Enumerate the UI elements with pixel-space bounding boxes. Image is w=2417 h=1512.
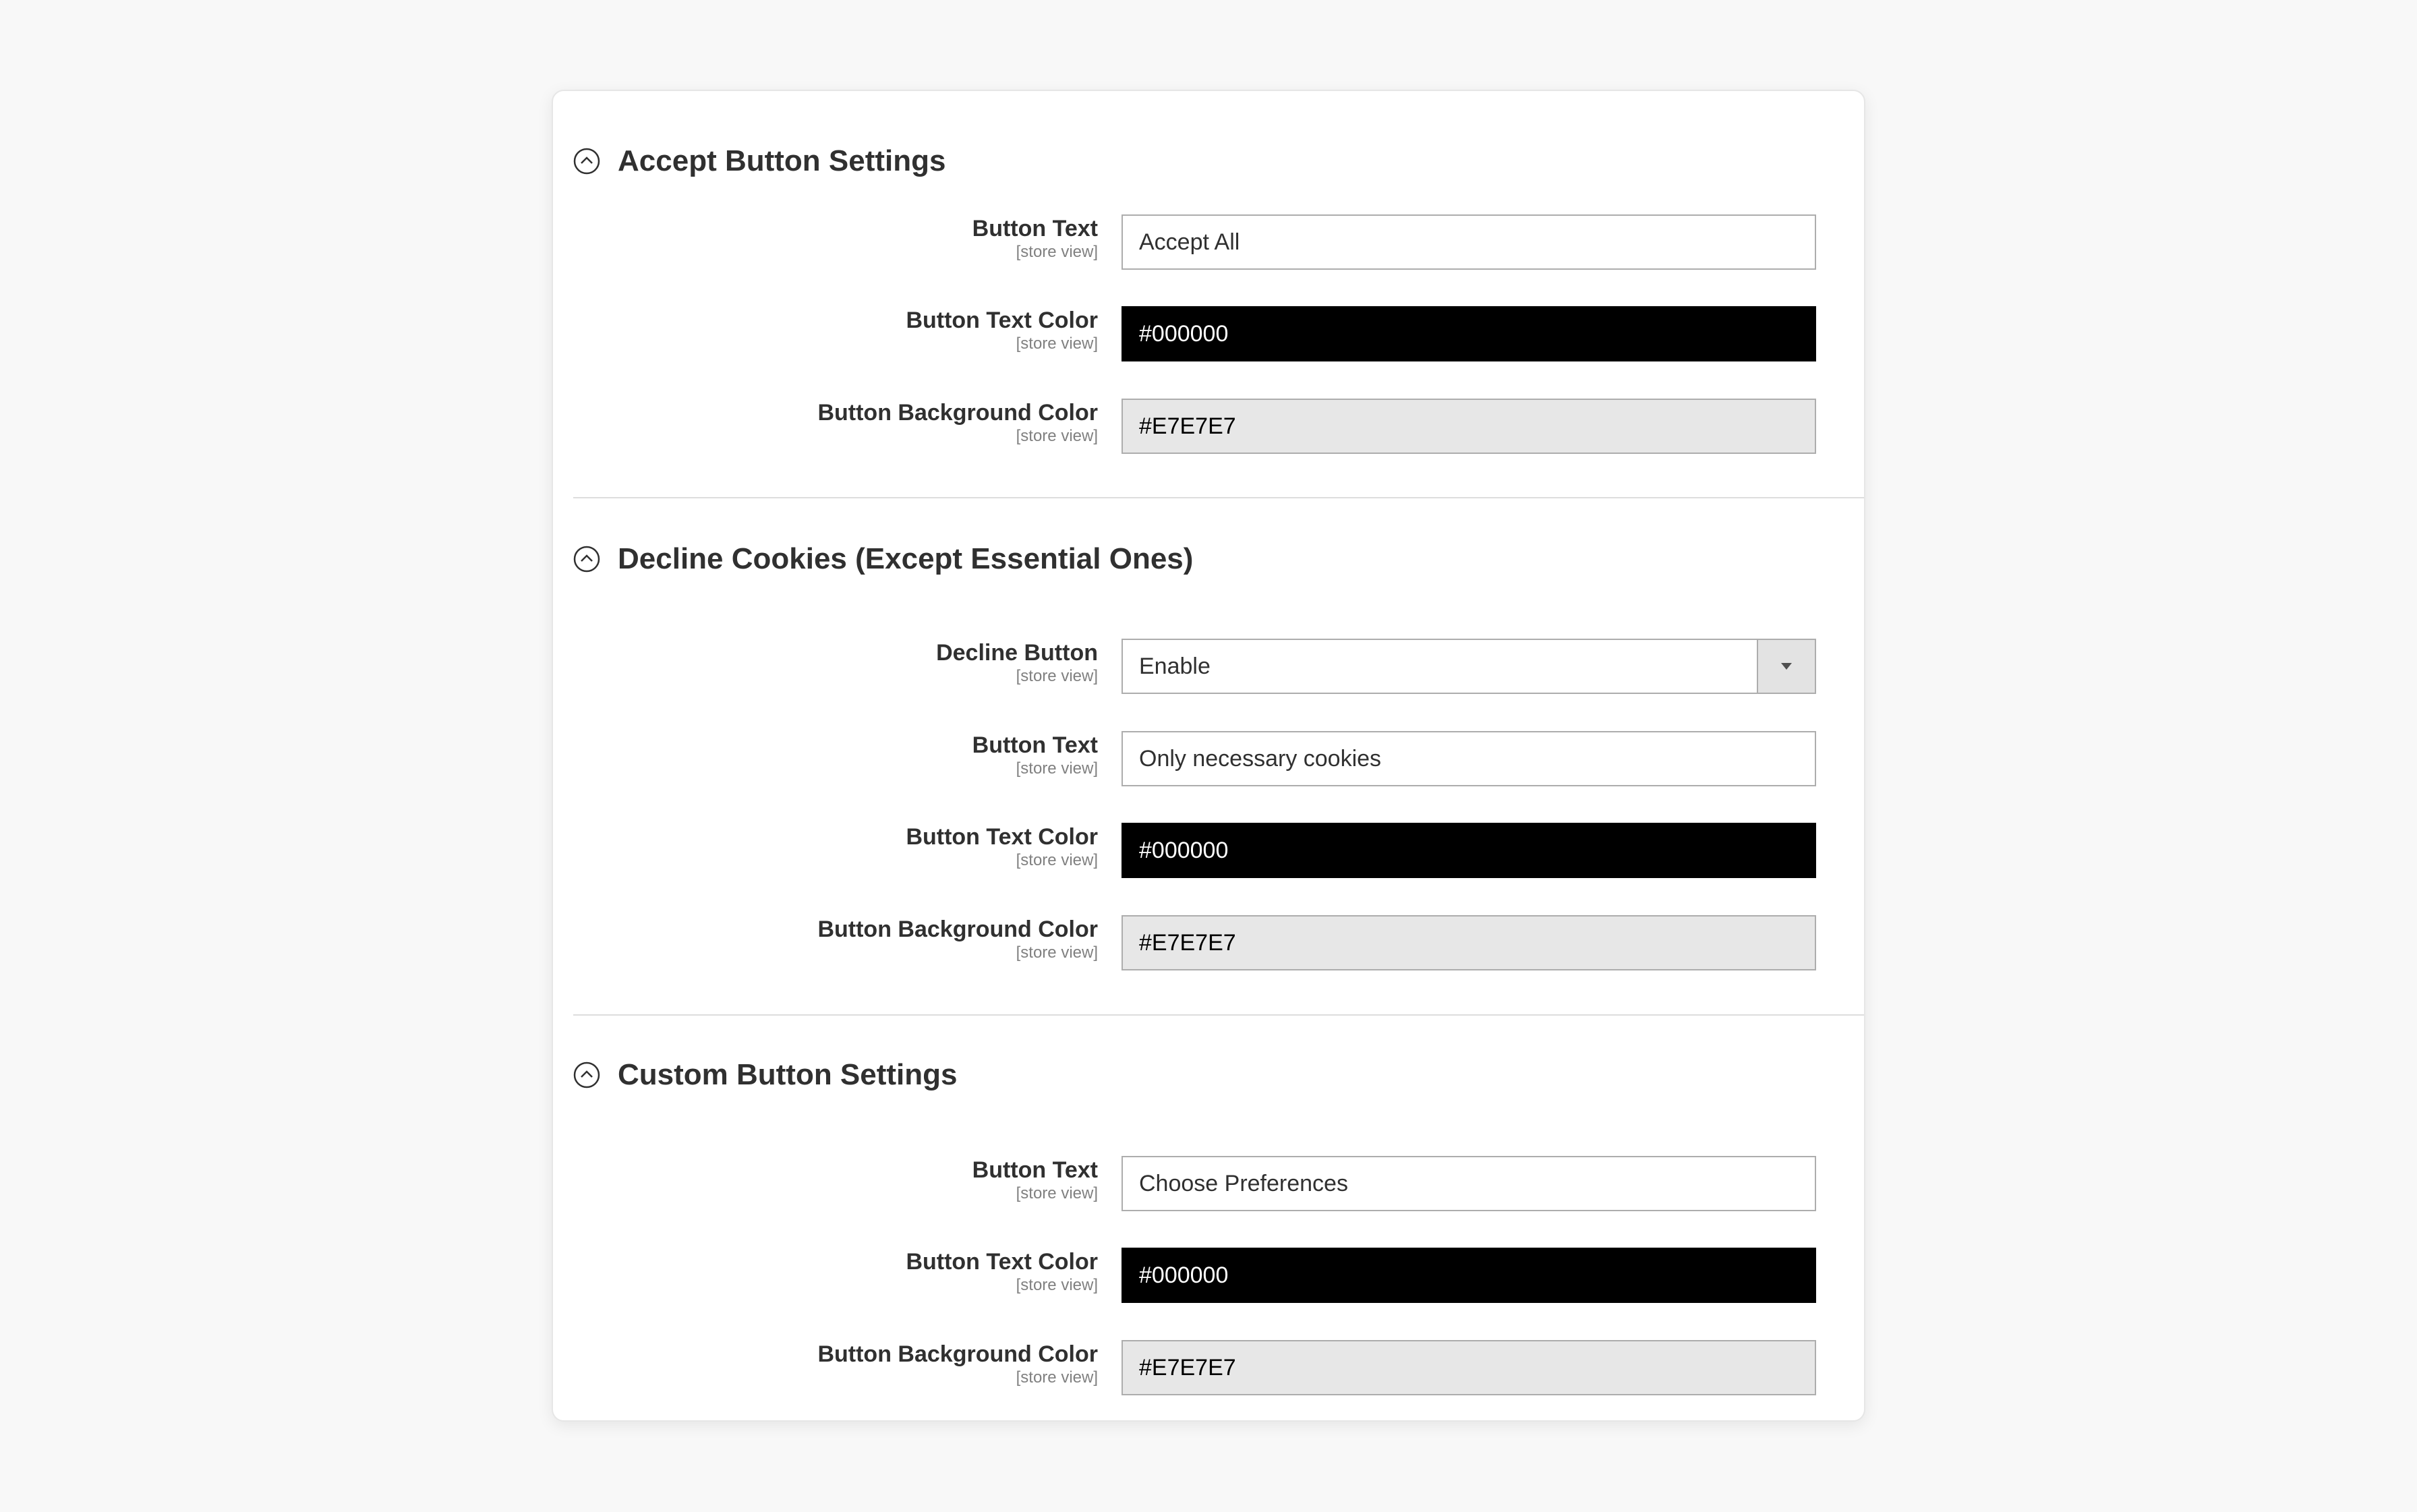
button-text-color-input[interactable]: #000000	[1122, 823, 1816, 878]
field-row-button-background-color	[553, 915, 1864, 970]
config-panel	[552, 90, 1865, 1422]
field-label: Button Text Color	[906, 1249, 1098, 1275]
button-text-input[interactable]: Choose Preferences	[1122, 1156, 1816, 1211]
select-value: Enable	[1139, 653, 1211, 679]
scope-label: [store view]	[1016, 667, 1098, 685]
triangle-down-icon	[1780, 662, 1793, 671]
scope-label: [store view]	[1016, 335, 1098, 353]
field-label-group	[626, 399, 1098, 446]
field-row-button-background-color	[553, 1340, 1864, 1395]
field-row-button-text	[553, 214, 1864, 270]
scope-label: [store view]	[1016, 427, 1098, 445]
field-label: Button Text	[972, 732, 1098, 758]
field-row-button-background-color	[553, 399, 1864, 454]
field-label-group	[626, 731, 1098, 778]
scope-label: [store view]	[1016, 243, 1098, 261]
field-label-group	[626, 823, 1098, 870]
field-row-button-text-color	[553, 306, 1864, 361]
button-text-input[interactable]: Accept All	[1122, 214, 1816, 270]
button-background-color-input[interactable]: #E7E7E7	[1122, 915, 1816, 970]
button-text-color-input[interactable]: #000000	[1122, 1248, 1816, 1303]
field-row-button-text-color	[553, 823, 1864, 878]
field-row-button-text	[553, 1156, 1864, 1211]
field-label: Button Text Color	[906, 308, 1098, 333]
chevron-up-circle-icon	[573, 546, 600, 573]
field-label: Button Text Color	[906, 824, 1098, 850]
chevron-up-circle-icon	[573, 148, 600, 175]
field-label-group	[626, 306, 1098, 353]
scope-label: [store view]	[1016, 1276, 1098, 1294]
button-text-input[interactable]: Only necessary cookies	[1122, 731, 1816, 786]
section-header-accept-button[interactable]	[573, 134, 945, 188]
chevron-up-circle-icon	[573, 1062, 600, 1088]
field-row-button-text	[553, 731, 1864, 786]
field-label-group	[626, 639, 1098, 686]
field-row-decline-button	[553, 639, 1864, 694]
field-label: Button Text	[972, 1157, 1098, 1183]
field-label-group	[626, 1340, 1098, 1387]
field-label: Button Background Color	[817, 917, 1098, 942]
field-label-group	[626, 1248, 1098, 1295]
decline-button-select[interactable]	[1122, 639, 1816, 694]
field-label: Button Text	[972, 216, 1098, 241]
scope-label: [store view]	[1016, 943, 1098, 962]
button-background-color-input[interactable]: #E7E7E7	[1122, 399, 1816, 454]
field-label-group	[626, 915, 1098, 962]
field-label-group	[626, 1156, 1098, 1203]
select-toggle[interactable]	[1757, 640, 1815, 693]
section-header-decline-cookies[interactable]	[573, 532, 1193, 586]
section-title: Decline Cookies (Except Essential Ones)	[618, 542, 1194, 575]
field-label: Button Background Color	[817, 400, 1098, 426]
section-title: Accept Button Settings	[618, 144, 946, 177]
scope-label: [store view]	[1016, 1184, 1098, 1202]
button-text-color-input[interactable]: #000000	[1122, 306, 1816, 361]
scope-label: [store view]	[1016, 851, 1098, 869]
section-title: Custom Button Settings	[618, 1058, 958, 1091]
section-divider	[573, 1014, 1864, 1016]
field-row-button-text-color	[553, 1248, 1864, 1303]
button-background-color-input[interactable]: #E7E7E7	[1122, 1340, 1816, 1395]
section-divider	[573, 497, 1864, 498]
field-label: Decline Button	[936, 640, 1098, 666]
field-label-group	[626, 214, 1098, 262]
scope-label: [store view]	[1016, 759, 1098, 778]
scope-label: [store view]	[1016, 1368, 1098, 1387]
field-label: Button Background Color	[817, 1341, 1098, 1367]
section-header-custom-button[interactable]	[573, 1048, 958, 1102]
